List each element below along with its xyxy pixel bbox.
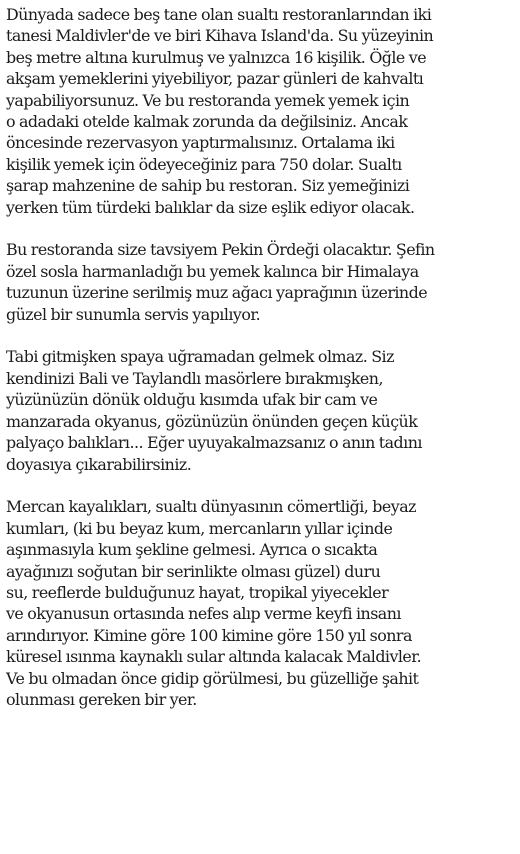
text-line: güzel bir sunumla servis yapılıyor. — [6, 304, 261, 324]
text-line: palyaço balıkları... Eğer uyuyakalmazsanız o anın tadını — [6, 433, 422, 453]
paragraph-3 — [6, 346, 518, 474]
paragraph-2 — [6, 239, 518, 325]
text-line: Bu restoranda size tavsiyem Pekin Ördeği olacaktır. Şefin — [6, 240, 435, 260]
text-line: akşam yemeklerini yiyebiliyor, pazar günleri de kahvaltı — [6, 69, 424, 89]
text-line: Dünyada sadece beş tane olan sualtı restoranlarından iki — [6, 5, 432, 24]
paragraph-gap — [6, 475, 518, 496]
paragraph-4 — [6, 496, 518, 710]
text-line: o adadaki otelde kalmak zorunda da değilsiniz. Ancak — [6, 112, 408, 132]
text-line: beş metre altına kurulmuş ve yalnızca 16 kişilik. Öğle ve — [6, 47, 427, 67]
text-line: kendinizi Bali ve Taylandlı masörlere bırakmışken, — [6, 368, 383, 388]
text-line: su, reeflerde bulduğunuz hayat, tropikal yiyecekler — [6, 582, 389, 602]
text-line: yüzünüzün dönük olduğu kısımda ufak bir cam ve — [6, 390, 378, 410]
text-line: arındırıyor. Kimine göre 100 kimine göre 150 yıl sonra — [6, 625, 412, 645]
text-line: özel sosla harmanladığı bu yemek kalınca bir Himalaya — [6, 261, 419, 281]
text-line: manzarada okyanus, gözünüzün önünden geçen küçük — [6, 411, 418, 431]
article-body — [6, 4, 518, 710]
text-line: ayağınızı soğutan bir serinlikte olması güzel) duru — [6, 561, 381, 581]
text-line: aşınmasıyla kum şekline gelmesi. Ayrıca o sıcakta — [6, 540, 378, 560]
text-line: Ve bu olmadan önce gidip görülmesi, bu güzelliğe şahit — [6, 668, 419, 688]
text-line: öncesinde rezervasyon yaptırmalısınız. Ortalama iki — [6, 133, 395, 153]
text-line: yapabiliyorsunuz. Ve bu restoranda yemek yemek için — [6, 90, 410, 110]
text-line: Tabi gitmişken spaya uğramadan gelmek olmaz. Siz — [6, 347, 394, 367]
paragraph-gap — [6, 325, 518, 346]
paragraph-gap — [6, 218, 518, 239]
text-line: küresel ısınma kaynaklı sular altında kalacak Maldivler. — [6, 647, 422, 667]
text-line: Mercan kayalıkları, sualtı dünyasının cömertliği, beyaz — [6, 497, 416, 517]
paragraph-1 — [6, 4, 518, 218]
text-line: kişilik yemek için ödeyeceğiniz para 750 dolar. Sualtı — [6, 154, 402, 174]
text-line: kumları, (ki bu beyaz kum, mercanların yıllar içinde — [6, 518, 393, 538]
text-line: ve okyanusun ortasında nefes alıp verme keyfi insanı — [6, 604, 401, 624]
text-line: yerken tüm türdeki balıklar da size eşlik ediyor olacak. — [6, 197, 415, 217]
text-line: doyasıya çıkarabilirsiniz. — [6, 454, 192, 474]
text-line: şarap mahzenine de sahip bu restoran. Siz yemeğinizi — [6, 176, 410, 196]
text-line: olunması gereken bir yer. — [6, 689, 197, 709]
text-line: tuzunun üzerine serilmiş muz ağacı yaprağının üzerinde — [6, 283, 428, 303]
text-line: tanesi Maldivler'de ve biri Kihava Island'da. Su yüzeyinin — [6, 26, 434, 46]
